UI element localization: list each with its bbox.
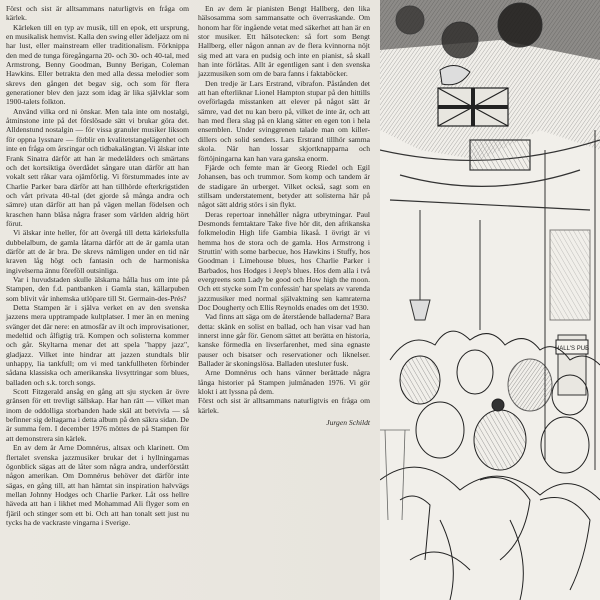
paragraph: En av dem är Arne Domnérus, altsax och klarinett. Om flertalet svenska jazzmusiker brukar det i hyllningarnas ögonblick sägas att de låter som några andra, underförstått någon amerikan. Om Domnérus behöver det därför inte sägas, en gång till, att han hämtat sin inspiration halvvägs mellan Johnny Hodges och Charlie Parker. Låt oss hellre häveda att han i likhet med Mohammad Ali flyger som en fjäril och stinger som ett bi. Och att han tonalt sett just nu tycks ha de vackraste vingarna i Sverige.: [6, 443, 189, 527]
pub-sign: [555, 340, 589, 354]
text-column-right: [198, 4, 370, 427]
paragraph: Scott Fitzgerald ansåg en gång att sju stycken är övre gränsen för ett trevligt sällskap. Har han rätt — vilket man inom de oddolliga storbanden hade skäl att betvivla — så befinner sig deltagarna i detta album på den säkra sidan. De är summa fem. I december 1976 möttes de på Stampen för att demonstrera sin kärlek.: [6, 387, 189, 443]
paragraph: Kärleken till en typ av musik, till en epok, ett ursprung, en musikalisk hemvist. Kalla den swing eller ädeljazz om ni har lust, eller mainstream eller traditionalism. Förknippa den med de tunga föregångarna 20- och 30- och 40-tal, med Armstrong, Benny Goodman, Bunny Berigan, Coleman Hawkins. Eller betrakta den med alla dessa melodier som skrevs den gången det begav sig, och som för flera generationer blev den jazz som idag är lika självklar som 1900-talets folkton.: [6, 22, 189, 107]
paragraph: Den tredje är Lars Erstrand, vibrafon. Påstånden det att han efterliknar Lionel Hampton stupar på den hittills oveförlagda misstanken att elever på något sätt är sämre, vad det nu kan bero på, vilket de inte är, och att han med flera slag på en klang sätter en egen ton i hela ensemblen. Under svinggrenen talade man om killer-dillers och solid senders. Lars Erstrand tillhör samma skola. När han lossar skjortknapparna och förtöjningarna kan han vara ganska enorm.: [198, 78, 370, 163]
paragraph: Fjärde och femte man är Georg Riedel och Egil Johansen, bas och trummor. Som komp och tandem är de stadigare än urberget. Vilket också, sagt som en stillsam understatement, betyder att solisterna här på något sätt aldrig störs i sin flykt.: [198, 162, 370, 210]
paragraph: Arne Domnérus och hans vänner berättade några långa historier på Stampen julmånaden 1976. Vi gör klokt i att lyssna på dem.: [198, 368, 370, 397]
paragraph: Var i huvudstaden skulle älskarna hålla hus om inte på Stampen, den f.d. pantbanken i Gamla stan, källarpuben som blivit vår inhemska utlöpare till St. Germain-des-Prés?: [6, 274, 189, 303]
author-signature: Jurgen Schildt: [326, 418, 370, 428]
svg-text:HALL'S PUB: HALL'S PUB: [554, 346, 590, 352]
flag-drawing: [438, 88, 508, 126]
paragraph: Deras repertoar innehåller några utbrytningar. Paul Desmonds femtaktare Take five hör dit, den afrikanska folkmelodin High life Gambia likaså. I övrigt är vi hemma hos de stora och de gamla. Hos Armstrong i Struttin' with some barbecue, hos Hawkins i Stuffy, hos Goodman i Limehouse blues, hos Charlie Parker i Barbados, hos Hodges i Jeep's blues. Hos dem alla i två evergreens som Lady be good och How high the moon. Och ett stycke som I'm confessin' har spelats av varenda jazzmusiker med normal självaktning sen kamraterna Doc Dougherty och Ellis Reynolds enades om det 1930.: [198, 209, 370, 312]
paragraph: Vad finns att säga om de återstående balladerna? Bara detta: skänk en solist en ballad, och han visar vad han innerst inne går för. Genom sättet att berätta en historia, kanske förmedla en livserfarenhet, med sina egnaste pauser och bisatser och reservationer och liknelser. Ballader är skoningslösa. Balladen utesluter fusk.: [198, 312, 370, 369]
paragraph: En av dem är pianisten Bengt Hallberg, den lika hälsosamma som sammansatte och överraskande. Om honom har för ingående vetat med säkerhet att han är en stor musiker. Ett hälsotecken: så fort som Bengt Hallberg, eller någon annan av de flera kvinnorna nöjt sig med att vara en pudsig och inte en pianist, så skall han inte förlåtas. Allt är egentligen sant i den svenska jazzmusiken som om de bara fanns i faktaböcker.: [198, 4, 370, 79]
paragraph: Detta Stampen är i själva verket en av den svenska jazzens mera upptrampade kultplatser. I mer än en mening svänger det där nere: en atmosfär av ilt och improvisationer, medeltid och ålfigtig trä. Kompen och solisterna kommer och går. Skyltarna menar det att spela "happy jazz", gladjazz. Vilket inte hindrar att jazzen stundtals blir unhappy, lia tankfull; om vi med tankfullheten förbinder sådana klassiska och amerikanska livsyttringar som blues, balladen och s.k. torch songs.: [6, 303, 189, 387]
text-column-left: [6, 4, 189, 527]
paragraph: Först och sist är alltsammans naturligtvis en fråga om kärlek.: [6, 4, 189, 23]
jazz-club-sketch: [380, 0, 600, 600]
paragraph: Först och sist är alltsammans naturligtvis en fråga om kärlek.: [198, 396, 370, 415]
paragraph: Använd vilka ord ni önskar. Men tala inte om nostalgi, åtminstone inte på det förslösade sätt vi brukar göra det. Alldenstund nostalgin — för vissa granuler musiker liksom för oppna lyssnare — förblir en kvalitetstangelägenhet och inte en fråga om årsringar och tidbakalängtan. Vi älskar inte Frank Sinatra därför att han är medelålders och smärtans och det kortsiktiga överdådet sångare utan därför att han vokalt sett råkar vara ojämförlig. Vi förstummades inte av Charlie Parker bara därför att han tillhörde efterkrigstiden och vårt privata 40-tal (det gjorde så många andra och sämre) utan därför att han på vägen mellan födelsen och kraschen hann blåsa några fraser som världen aldrig hört förut.: [6, 106, 189, 228]
paragraph: Vi älskar inte heller, för att övergå till detta kärleksfulla dubbelalbum, de gamla låtarna därför att de är gamla utan därför att de är bra. De skrevs nämligen under en tid när kraven låg högt och fantasin och de harmoniska ingivelserna ännu föreföll outsinliga.: [6, 228, 189, 275]
